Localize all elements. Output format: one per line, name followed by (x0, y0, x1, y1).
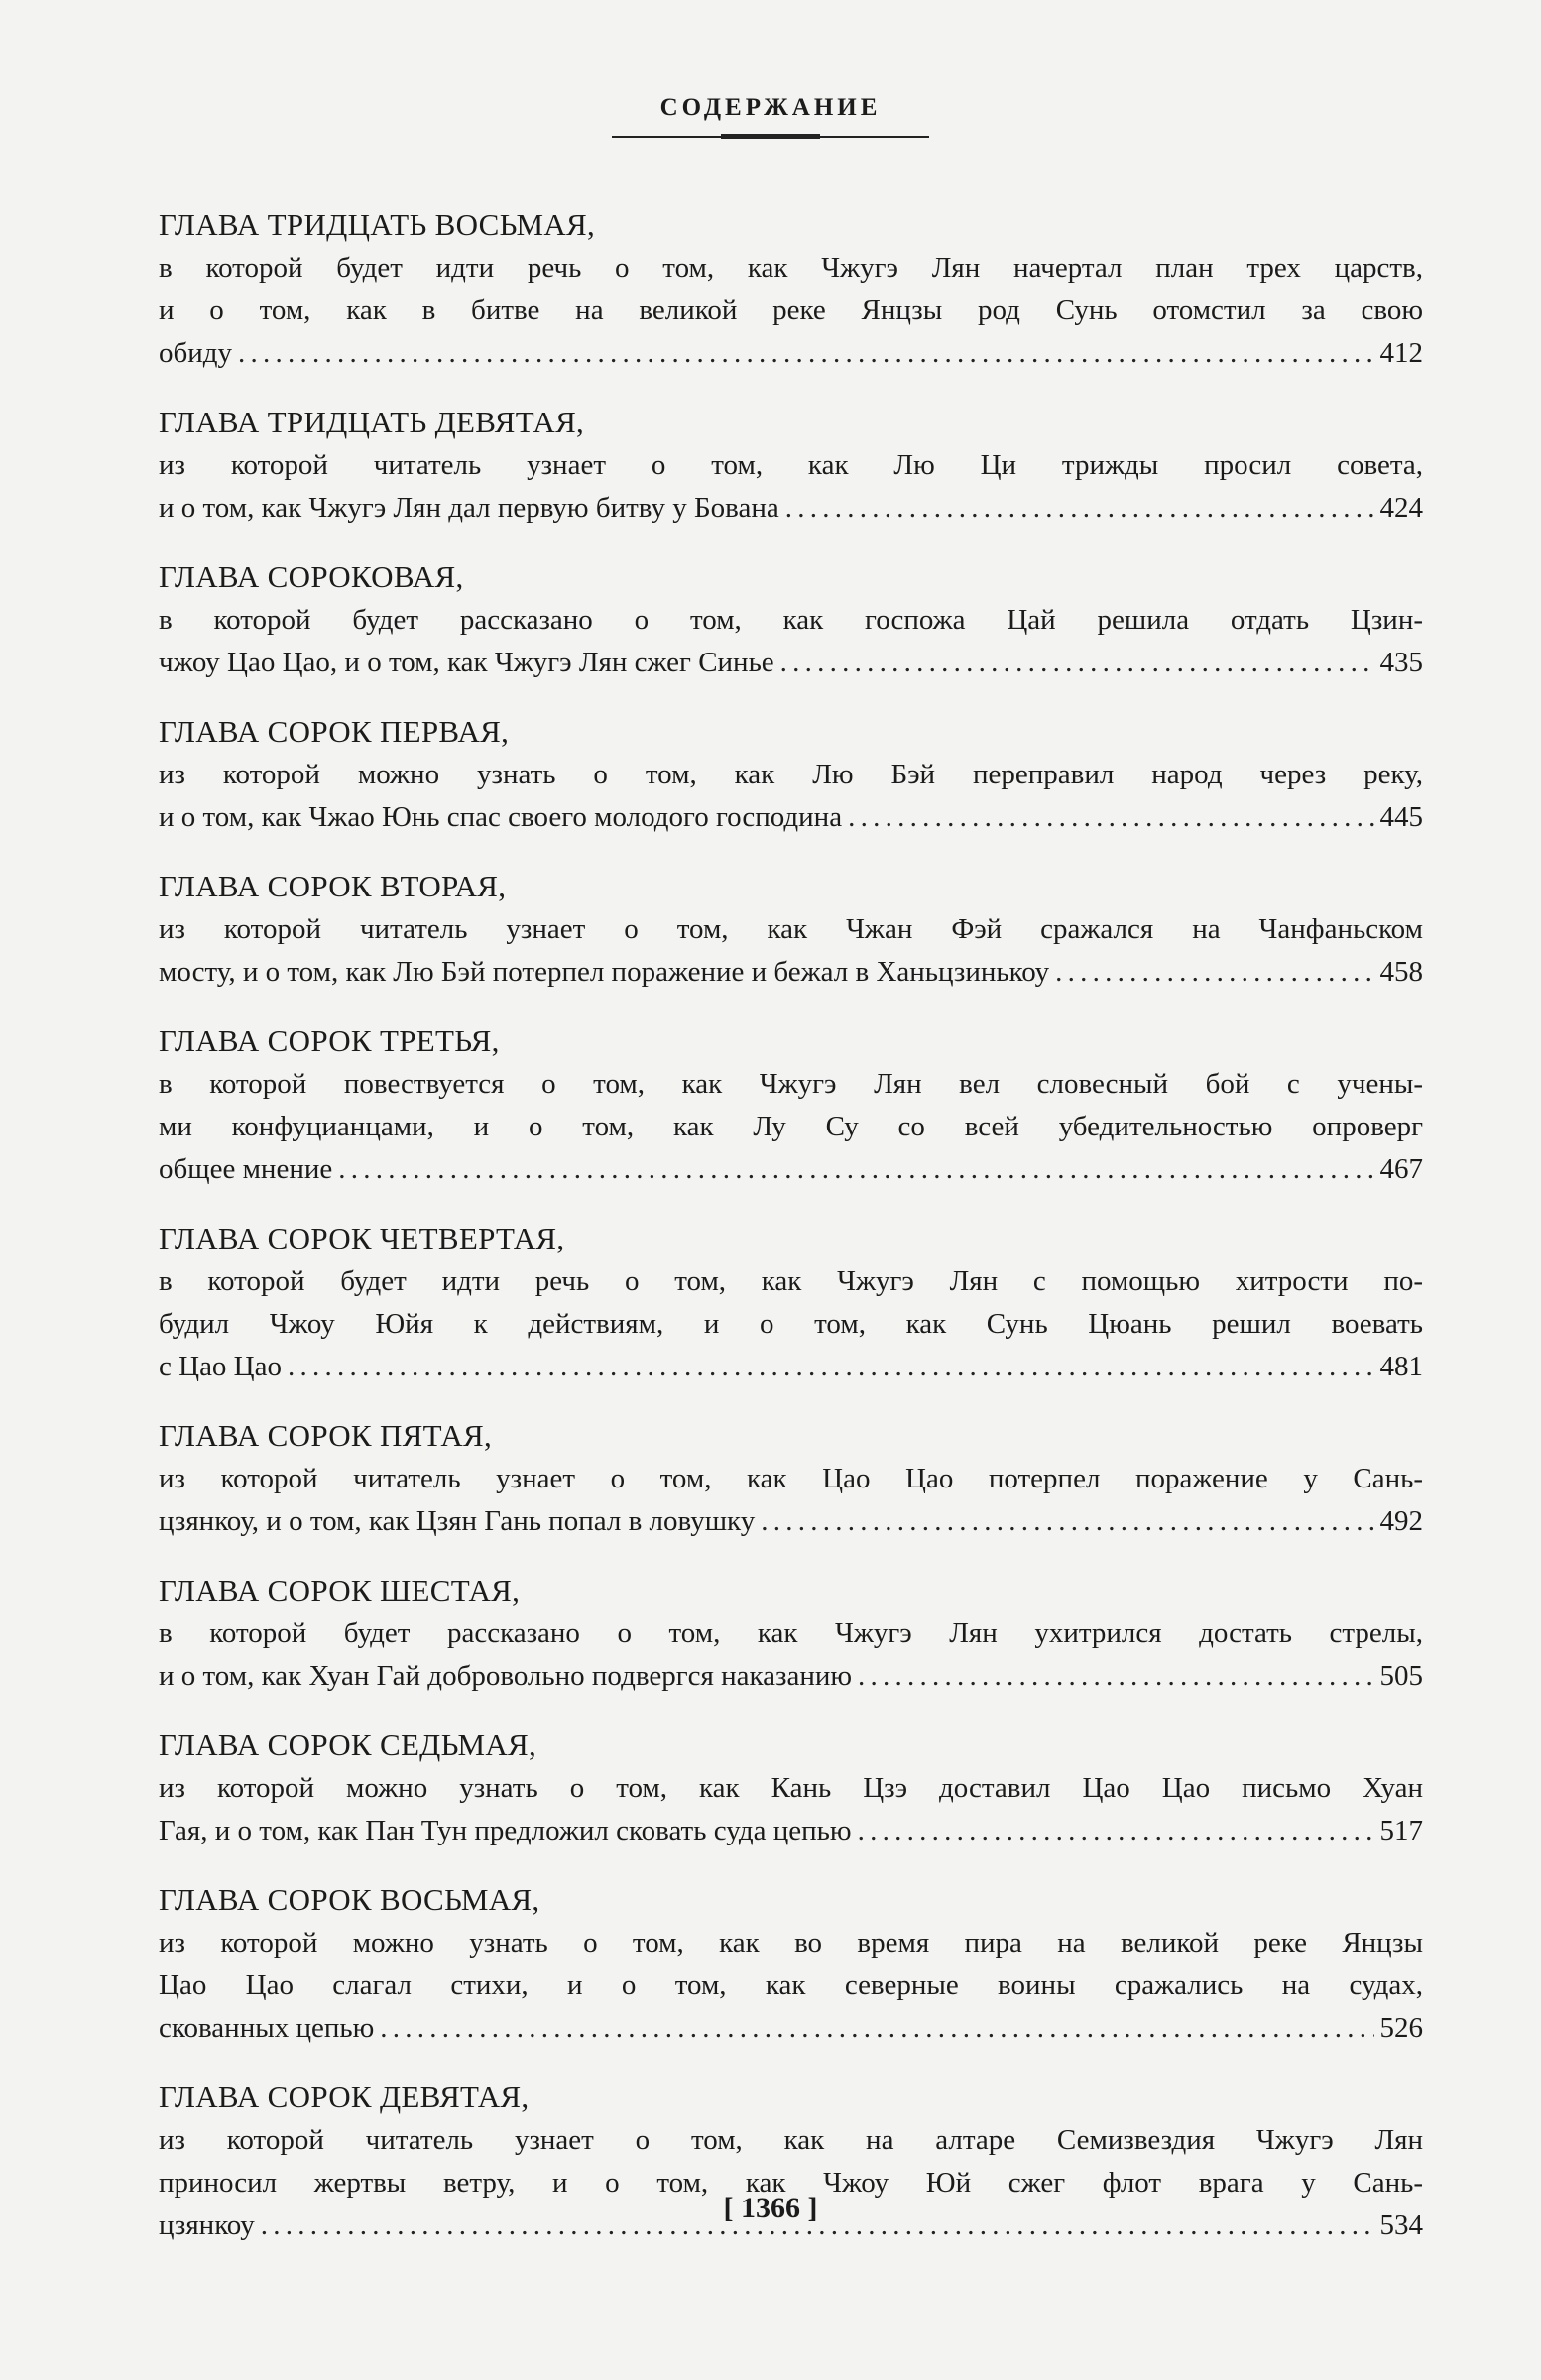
chapter-title: ГЛАВА СОРОК ДЕВЯТАЯ, (159, 2080, 530, 2114)
chapter-page-number: 445 (1379, 801, 1423, 833)
chapter-title: ГЛАВА СОРОК ШЕСТАЯ, (159, 1573, 521, 1607)
chapter-description-end: цзянкоу, и о том, как Цзян Гань попал в ловушку (159, 1505, 756, 1537)
chapter-last-line (159, 487, 1423, 530)
chapter-description-line: Цао Цао слагал стихи, и о том, как северные воины сражались на судах, (159, 1969, 1423, 2001)
chapter-title: ГЛАВА СОРОК ВОСЬМАЯ, (159, 1882, 540, 1917)
toc-entry (159, 203, 1423, 375)
chapter-page-number: 534 (1379, 2209, 1423, 2241)
chapter-description-line: в которой будет идти речь о том, как Чжугэ Лян начертал план трех царств, (159, 252, 1423, 284)
chapter-description-end: мосту, и о том, как Лю Бэй потерпел поражение и бежал в Ханьцзинькоу (159, 956, 1050, 988)
chapter-page-number: 505 (1379, 1660, 1423, 1692)
chapter-last-line (159, 2007, 1423, 2050)
chapter-description-line: будил Чжоу Юйя к действиям, и о том, как Сунь Цюань решил воевать (159, 1308, 1423, 1340)
dot-leader (780, 642, 1374, 684)
chapter-description-end: и о том, как Хуан Гай добровольно подвергся наказанию (159, 1660, 853, 1692)
chapter-page-number: 458 (1379, 956, 1423, 988)
chapter-title: ГЛАВА ТРИДЦАТЬ ДЕВЯТАЯ, (159, 405, 585, 439)
chapter-title: ГЛАВА СОРОК ПЕРВАЯ, (159, 714, 510, 749)
chapter-description-line: из которой читатель узнает о том, как Цао Цао потерпел поражение у Сань- (159, 1463, 1423, 1494)
table-of-contents (159, 203, 1423, 2273)
page-number: [ 1366 ] (723, 2192, 818, 2224)
chapter-last-line (159, 1810, 1423, 1852)
page-title: СОДЕРЖАНИЕ (659, 94, 882, 121)
toc-entry (159, 1019, 1423, 1191)
dot-leader (761, 1500, 1373, 1543)
chapter-title: ГЛАВА СОРОК ЧЕТВЕРТАЯ, (159, 1221, 565, 1255)
chapter-description-line: в которой будет рассказано о том, как Чжугэ Лян ухитрился достать стрелы, (159, 1617, 1423, 1649)
chapter-page-number: 517 (1379, 1815, 1423, 1846)
chapter-page-number: 467 (1379, 1153, 1423, 1185)
chapter-page-number: 412 (1379, 337, 1423, 369)
chapter-page-number: 424 (1379, 492, 1423, 524)
chapter-last-line (159, 1346, 1423, 1388)
chapter-title: ГЛАВА СОРОК ТРЕТЬЯ, (159, 1023, 500, 1058)
chapter-description-end: скованных цепью (159, 2012, 375, 2044)
chapter-description-end: и о том, как Чжао Юнь спас своего молодого господина (159, 801, 843, 833)
toc-entry (159, 710, 1423, 839)
chapter-description-line: в которой будет рассказано о том, как госпожа Цай решила отдать Цзин- (159, 604, 1423, 636)
chapter-page-number: 526 (1379, 2012, 1423, 2044)
toc-entry (159, 1724, 1423, 1852)
chapter-title: ГЛАВА СОРОК СЕДЬМАЯ, (159, 1727, 537, 1762)
dot-leader (288, 1346, 1373, 1388)
chapter-description-line: из которой можно узнать о том, как Кань Цзэ доставил Цао Цао письмо Хуан (159, 1772, 1423, 1804)
chapter-last-line (159, 642, 1423, 684)
dot-leader (1055, 951, 1373, 994)
chapter-description-line: ми конфуцианцами, и о том, как Лу Су со всей убедительностью опроверг (159, 1111, 1423, 1142)
chapter-description-end: цзянкоу (159, 2209, 255, 2241)
chapter-last-line (159, 1148, 1423, 1191)
toc-entry (159, 865, 1423, 994)
toc-entry (159, 401, 1423, 530)
toc-entry (159, 1217, 1423, 1388)
chapter-description-end: и о том, как Чжугэ Лян дал первую битву у Бована (159, 492, 779, 524)
chapter-description-end: общее мнение (159, 1153, 333, 1185)
dot-leader (238, 332, 1373, 375)
chapter-last-line (159, 332, 1423, 375)
dot-leader (380, 2007, 1373, 2050)
chapter-description-line: в которой будет идти речь о том, как Чжугэ Лян с помощью хитрости по- (159, 1265, 1423, 1297)
chapter-description-end: чжоу Цао Цао, и о том, как Чжугэ Лян сжег Синье (159, 647, 774, 678)
chapter-page-number: 435 (1379, 647, 1423, 678)
page-header (0, 94, 1541, 138)
chapter-page-number: 481 (1379, 1351, 1423, 1382)
chapter-description-end: обиду (159, 337, 233, 369)
chapter-title: ГЛАВА СОРОК ВТОРАЯ, (159, 869, 507, 903)
chapter-last-line (159, 951, 1423, 994)
chapter-description-line: из которой читатель узнает о том, как Лю Ци трижды просил совета, (159, 449, 1423, 481)
dot-leader (858, 1810, 1374, 1852)
chapter-title: ГЛАВА СОРОК ПЯТАЯ, (159, 1418, 493, 1453)
chapter-description-line: в которой повествуется о том, как Чжугэ Лян вел словесный бой с учены- (159, 1068, 1423, 1100)
chapter-description-line: из которой можно узнать о том, как во время пира на великой реке Янцзы (159, 1927, 1423, 1959)
chapter-description-line: приносил жертвы ветру, и о том, как Чжоу Юй сжег флот врага у Сань- (159, 2167, 1423, 2199)
chapter-description-line: из которой можно узнать о том, как Лю Бэй переправил народ через реку, (159, 759, 1423, 790)
chapter-description-line: и о том, как в битве на великой реке Янцзы род Сунь отомстил за свою (159, 295, 1423, 326)
chapter-description-end: с Цао Цао (159, 1351, 283, 1382)
toc-entry (159, 1878, 1423, 2050)
chapter-title: ГЛАВА СОРОКОВАЯ, (159, 559, 464, 594)
toc-entry (159, 1569, 1423, 1698)
chapter-description-line: из которой читатель узнает о том, как на алтаре Семизвездия Чжугэ Лян (159, 2124, 1423, 2156)
chapter-last-line (159, 1500, 1423, 1543)
chapter-description-end: Гая, и о том, как Пан Тун предложил сковать суда цепью (159, 1815, 852, 1846)
dot-leader (848, 796, 1373, 839)
toc-entry (159, 1414, 1423, 1543)
chapter-title: ГЛАВА ТРИДЦАТЬ ВОСЬМАЯ, (159, 207, 596, 242)
chapter-last-line (159, 1655, 1423, 1698)
dot-leader (858, 1655, 1373, 1698)
chapter-last-line (159, 796, 1423, 839)
dot-leader (785, 487, 1374, 530)
dot-leader (338, 1148, 1373, 1191)
chapter-description-line: из которой читатель узнает о том, как Чжан Фэй сражался на Чанфаньском (159, 913, 1423, 945)
title-rule (612, 136, 929, 138)
chapter-page-number: 492 (1379, 1505, 1423, 1537)
toc-entry (159, 555, 1423, 684)
